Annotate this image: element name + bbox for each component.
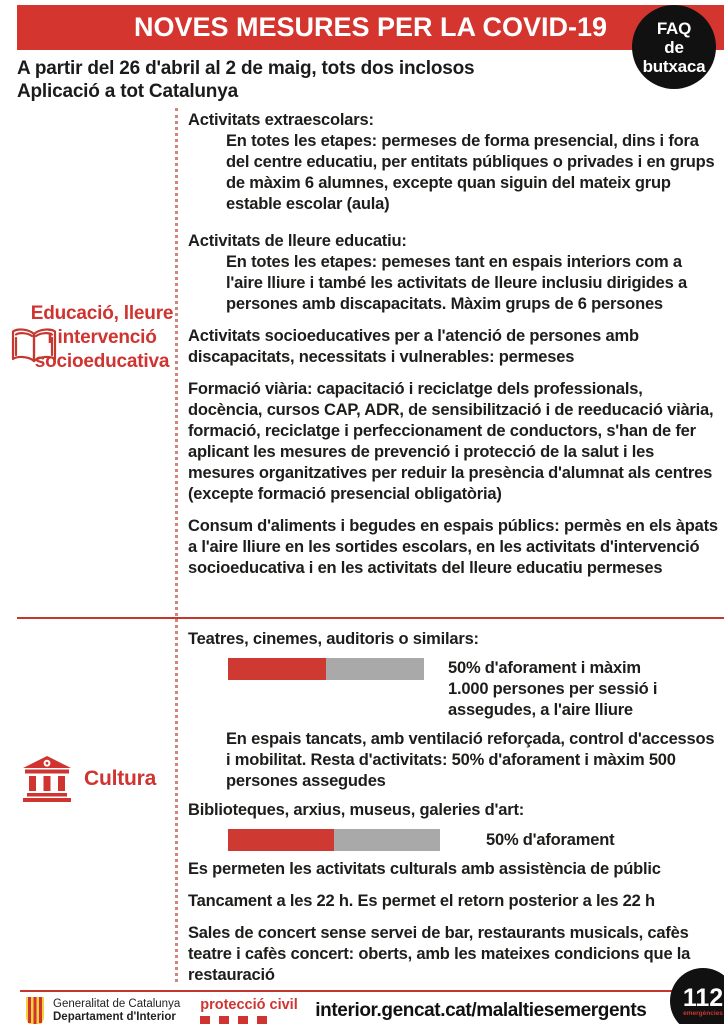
emergency-label: emergències [683, 1009, 723, 1017]
section-divider [17, 617, 724, 619]
proteccio-civil-squares-icon [200, 1016, 298, 1024]
sidebar-cultura [22, 756, 176, 802]
block-paragraph: Sales de concert sense servei de bar, restaurants musicals, cafès teatre i cafès concert: oberts, amb les mateixes condicions que la restauració [188, 924, 691, 984]
dotted-column-divider [175, 108, 178, 982]
capacity-bar-fill [228, 829, 334, 851]
footer-divider [20, 990, 672, 992]
section-educacio [188, 110, 718, 579]
faq-badge-line: FAQ [656, 18, 692, 38]
block-paragraph: Consum d'aliments i begudes en espais públics: permès en els àpats a l'aire lliure en les sortides escolars, en les activitats d'intervenció socioeducativa i en les activitats del lleure educatiu permeses [188, 517, 718, 577]
block-heading: Activitats de lleure educatiu: [188, 232, 407, 250]
block-paragraph: En espais tancats, amb ventilació reforçada, control d'accessos i mobilitat. Resta d'activitats: 50% d'aforament i màxim 500 persones assegudes [226, 730, 715, 790]
block-paragraph: Es permeten les activitats culturals amb assistència de públic [188, 860, 661, 878]
sidebar-educacio [0, 302, 176, 374]
sidebar-label-cultura: Cultura [84, 767, 157, 790]
emergency-number: 112 [682, 983, 724, 1012]
subtitle [17, 57, 474, 103]
gencat-text [53, 998, 180, 1024]
block-heading: Teatres, cinemes, auditoris o similars: [188, 630, 479, 648]
gencat-logo-block [24, 996, 180, 1024]
subtitle-line: Aplicació a tot Catalunya [17, 81, 238, 102]
generalitat-logo-icon [24, 996, 46, 1024]
block-heading: Activitats extraescolars: [188, 111, 374, 129]
block-paragraph: Activitats socioeducatives per a l'atenció de persones amb discapacitats, necessitats i vulnerables: permeses [188, 327, 639, 366]
proteccio-civil-block [200, 997, 298, 1024]
footer [24, 996, 664, 1024]
section-cultura [188, 629, 718, 986]
header-banner [17, 5, 724, 50]
gencat-line1: Generalitat de Catalunya [53, 998, 181, 1010]
capacity-bar-caption: 50% d'aforament i màxim 1.000 persones per sessió i assegudes, a l'aire lliure [448, 659, 658, 719]
sidebar-label-educacio: Educació, lleure i intervenció socioeducativa [30, 303, 174, 372]
proteccio-civil-label: protecció civil [200, 996, 298, 1013]
block-paragraph: Tancament a les 22 h. Es permet el retorn posterior a les 22 h [188, 892, 655, 910]
block-paragraph: En totes les etapes: permeses de forma presencial, dins i fora del centre educatiu, per entitats públiques o privades i en grups de màxim 6 alumnes, excepte quan siguin del mateix grup estable escolar (aula) [226, 132, 715, 213]
block-heading: Biblioteques, arxius, museus, galeries d'art: [188, 801, 525, 819]
capacity-bar-fill [228, 658, 326, 680]
faq-badge-line: butxaca [642, 56, 706, 76]
faq-badge [632, 5, 716, 89]
page-title: NOVES MESURES PER LA COVID-19 [133, 12, 608, 42]
subtitle-line: A partir del 26 d'abril al 2 de maig, tots dos inclosos [17, 58, 475, 79]
museum-icon [22, 756, 72, 802]
capacity-bar-row [188, 829, 718, 851]
block-paragraph: Formació viària: capacitació i reciclatge dels professionals, docència, cursos CAP, ADR, de sensibilització i de reeducació viària, formació, reciclatge i perfeccionament de conductors, s'han de fer aplicant les mesures de prevenció i protecció de la salut i les mesures organitzatives per reduir la presència d'alumnat als centres (excepte formació presencial obligatòria) [188, 380, 714, 503]
capacity-bar [228, 829, 440, 851]
capacity-bar [228, 658, 424, 680]
footer-url[interactable]: interior.gencat.cat/malaltiesemergents [315, 1000, 647, 1021]
faq-badge-line: de [664, 37, 684, 57]
open-book-icon [10, 326, 58, 368]
capacity-bar-row [188, 658, 718, 721]
block-paragraph: En totes les etapes: pemeses tant en espais interiors com a l'aire lliure i també les activitats de lleure inclusiu dirigides a persones amb discapacitats. Màxim grups de 6 persones [226, 253, 687, 313]
gencat-line2: Departament d'Interior [53, 1011, 176, 1023]
capacity-bar-caption: 50% d'aforament [486, 830, 615, 849]
